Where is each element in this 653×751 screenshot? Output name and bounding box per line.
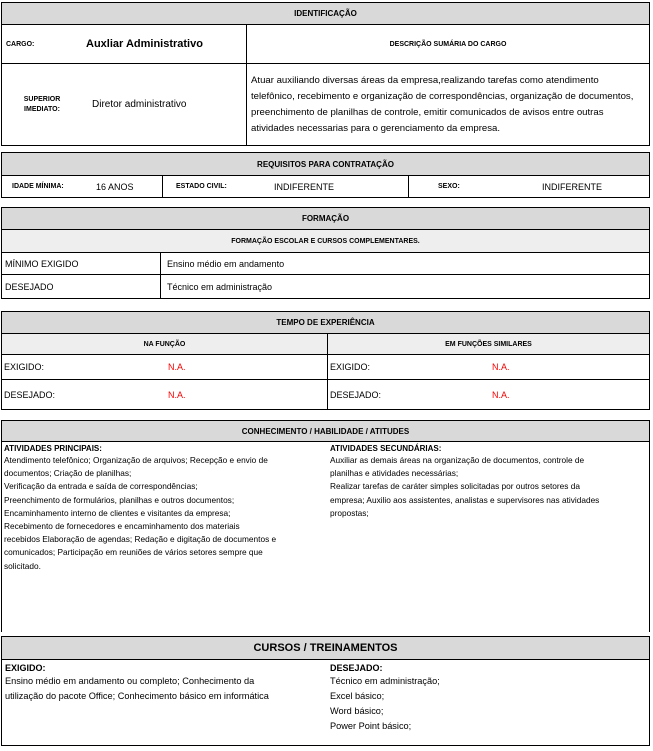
superior-cell — [2, 64, 247, 145]
atividades-secundarias-line: planilhas e atividades necessárias; — [330, 468, 459, 479]
conhecimento-header: CONHECIMENTO / HABILIDADE / ATITUDES — [2, 421, 649, 442]
cursos-exigido-line: Ensino médio em andamento ou completo; Conhecimento da — [5, 676, 255, 686]
na-funcao-desejado-cell — [2, 380, 328, 409]
atividades-principais-title: ATIVIDADES PRINCIPAIS: — [4, 444, 102, 453]
descricao-header: DESCRIÇÃO SUMÁRIA DO CARGO — [389, 40, 507, 48]
na-funcao-exigido-label: EXIGIDO: — [4, 362, 45, 372]
similares-header: EM FUNÇÕES SIMILARES — [445, 340, 532, 348]
identificacao-section — [1, 2, 650, 146]
superior-value: Diretor administrativo — [92, 99, 187, 110]
atividades-principais-line: recebidos Elaboração de agendas; Redação e digitação de documentos e — [4, 534, 277, 545]
requisitos-section — [1, 152, 650, 198]
descricao-text: Atuar auxiliando diversas áreas da empresa,realizando tarefas como atendimento telefônico, recebimento e organização de correspondências, organização de documentos, preenchimento de planilhas de controle, emitir comunicados de avisos entre outras atividades necessarias para o gerenciamento da empresa. — [251, 74, 634, 134]
idade-label: IDADE MÍNIMA: — [12, 183, 64, 190]
similares-exigido-value: N.A. — [492, 362, 510, 372]
na-funcao-exigido-value: N.A. — [168, 362, 186, 372]
formacao-row-desejado — [2, 275, 649, 298]
formacao-header: FORMAÇÃO — [2, 208, 649, 230]
conhecimento-section — [1, 420, 650, 632]
cursos-exigido-line: utilização do pacote Office; Conhecimento básico em informática — [5, 691, 269, 701]
estado-civil-cell — [163, 176, 409, 197]
desejado-value-cell — [161, 275, 649, 298]
cargo-value: Auxliar Administrativo — [86, 38, 203, 50]
atividades-secundarias-block — [327, 442, 649, 632]
atividades-principais-line: solicitado. — [4, 560, 41, 571]
descricao-header-cell — [247, 25, 649, 63]
estado-civil-label: ESTADO CIVIL: — [176, 183, 227, 190]
atividades-secundarias-line: empresa; Auxilio aos assistentes, analistas e supervisores nas atividades — [330, 494, 600, 505]
cursos-desejado-line: Excel básico; — [330, 691, 385, 701]
cursos-desejado-line: Word básico; — [330, 706, 384, 716]
formacao-section — [1, 207, 650, 299]
atividades-principais-line: Verificação da entrada e saída de correspondências; — [4, 481, 198, 492]
minimo-label: MÍNIMO EXIGIDO — [5, 258, 79, 269]
minimo-value-cell — [161, 253, 649, 274]
cargo-cell — [2, 25, 247, 63]
na-funcao-header-cell — [2, 334, 328, 354]
cargo-label: CARGO: — [6, 40, 35, 48]
experiencia-header: TEMPO DE EXPERIÊNCIA — [2, 312, 649, 334]
cursos-exigido-block — [2, 660, 327, 745]
atividades-principais-line: Atendimento telefônico; Organização de arquivos; Recepção e envio de — [4, 455, 268, 465]
similares-exigido-label: EXIGIDO: — [330, 362, 371, 372]
similares-desejado-value: N.A. — [492, 389, 510, 400]
descricao-text-cell — [247, 64, 649, 145]
sexo-label: SEXO: — [438, 183, 460, 190]
desejado-value: Técnico em administração — [167, 281, 273, 292]
identificacao-header: IDENTIFICAÇÃO — [2, 3, 649, 25]
cursos-desejado-block — [327, 660, 649, 745]
cursos-desejado-line: Power Point básico; — [330, 721, 412, 731]
atividades-principais-line: comunicados; Participação em reuniões de vários setores sempre que — [4, 547, 263, 558]
sexo-value: INDIFERENTE — [542, 181, 603, 192]
estado-civil-value: INDIFERENTE — [274, 181, 335, 192]
atividades-principais-line: Encaminhamento interno de clientes e visitantes da empresa; — [4, 507, 231, 518]
atividades-secundarias-line: propostas; — [330, 507, 369, 518]
requisitos-header: REQUISITOS PARA CONTRATAÇÃO — [2, 153, 649, 176]
experiencia-row-exigido — [2, 355, 649, 380]
na-funcao-desejado-value: N.A. — [168, 389, 186, 400]
atividades-principais-line: Recebimento de fornecedores e encaminhamento dos materiais — [4, 521, 240, 532]
experiencia-row-desejado — [2, 380, 649, 409]
superior-label: SUPERIOR IMEDIATO: — [23, 95, 61, 113]
desejado-label: DESEJADO — [5, 281, 54, 292]
similares-desejado-cell — [328, 380, 649, 409]
atividades-principais-line: Preenchimento de formulários, planilhas e outros documentos; — [4, 494, 235, 505]
sexo-cell — [409, 176, 649, 197]
cursos-exigido-title: EXIGIDO: — [5, 663, 46, 673]
similares-desejado-label: DESEJADO: — [330, 389, 382, 400]
atividades-principais-line: documentos; Criação de planilhas; — [4, 468, 132, 479]
formacao-subheader: FORMAÇÃO ESCOLAR E CURSOS COMPLEMENTARES. — [2, 230, 649, 253]
similares-header-cell — [328, 334, 649, 354]
experiencia-section — [1, 311, 650, 410]
na-funcao-exigido-cell — [2, 355, 328, 379]
na-funcao-header: NA FUNÇÃO — [143, 340, 186, 348]
cursos-desejado-title: DESEJADO: — [330, 663, 383, 673]
desejado-label-cell — [2, 275, 161, 298]
cursos-header: CURSOS / TREINAMENTOS — [2, 637, 649, 660]
minimo-label-cell — [2, 253, 161, 274]
na-funcao-desejado-label: DESEJADO: — [4, 389, 56, 400]
cursos-section — [1, 636, 650, 746]
minimo-value: Ensino médio em andamento — [167, 258, 285, 269]
atividades-principais-block — [2, 442, 327, 632]
atividades-secundarias-line: Auxiliar as demais áreas na organização de documentos, controle de — [330, 455, 585, 465]
idade-cell — [2, 176, 163, 197]
formacao-row-minimo — [2, 253, 649, 275]
atividades-secundarias-line: Realizar tarefas de caráter simples solicitadas por outros setores da — [330, 481, 580, 492]
similares-exigido-cell — [328, 355, 649, 379]
cursos-desejado-line: Técnico em administração; — [330, 676, 440, 686]
idade-value: 16 ANOS — [96, 181, 134, 192]
atividades-secundarias-title: ATIVIDADES SECUNDÁRIAS: — [330, 444, 442, 453]
